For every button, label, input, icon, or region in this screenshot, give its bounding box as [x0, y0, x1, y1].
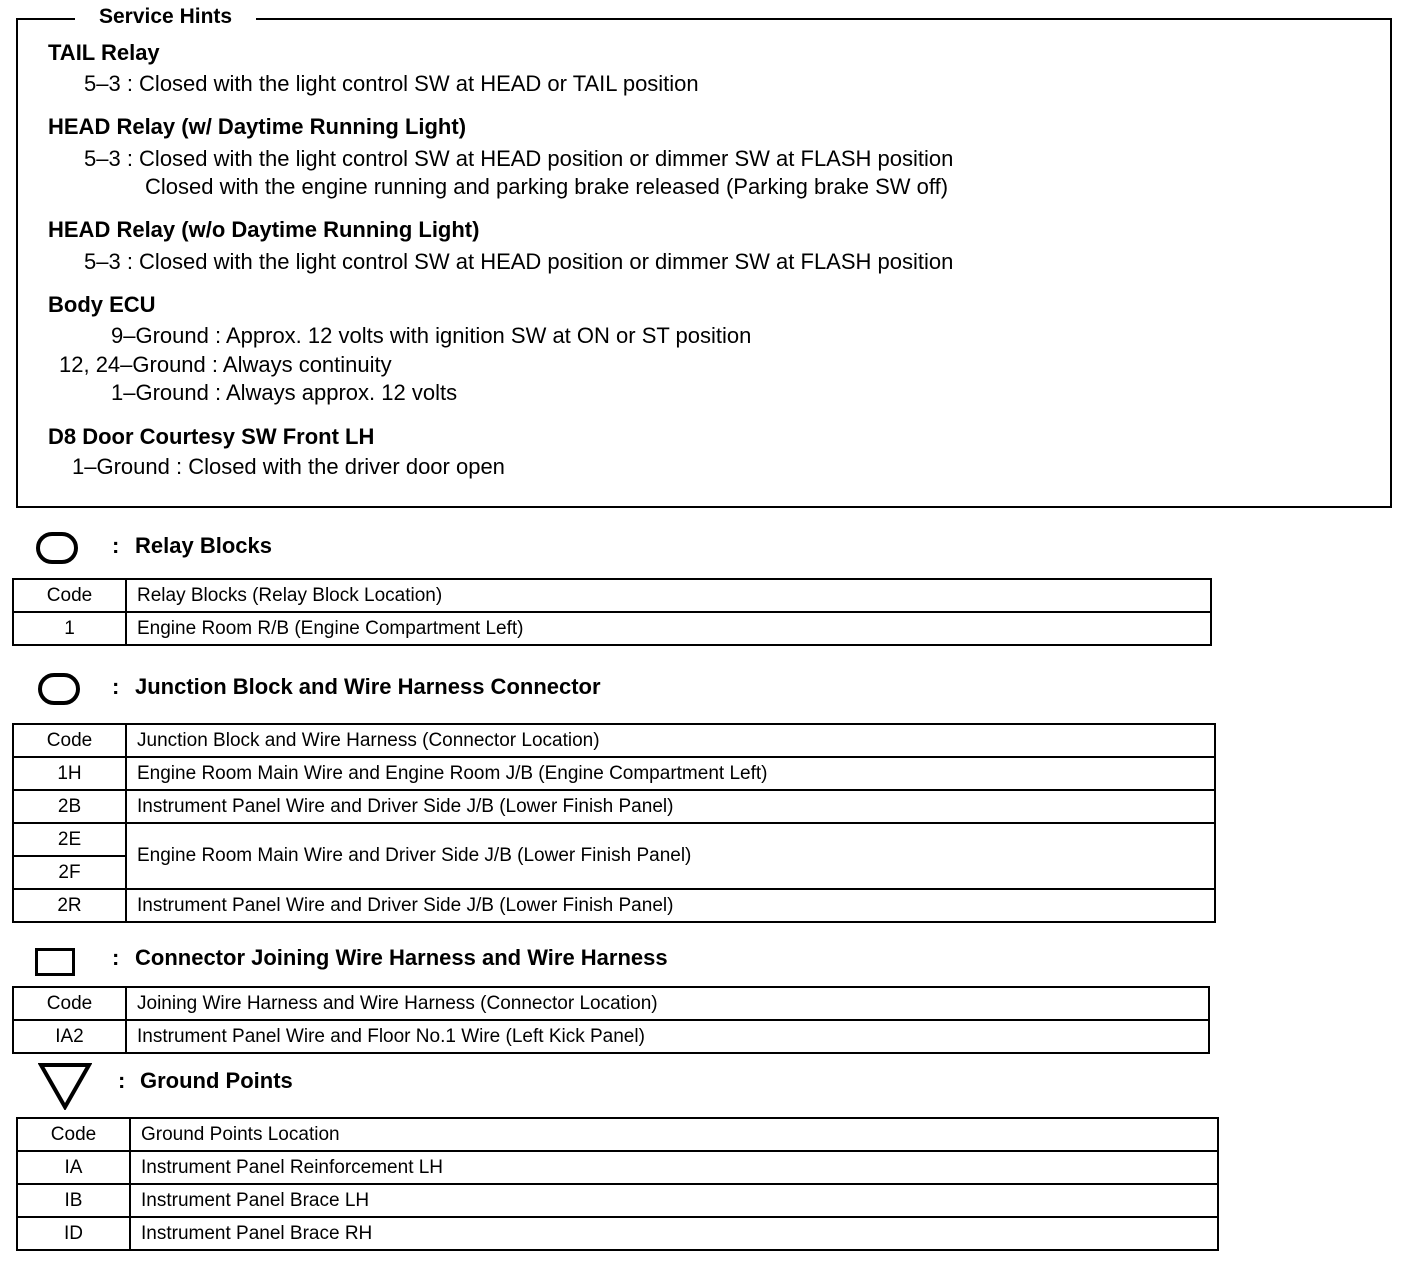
- triangle-down-icon: [38, 1062, 92, 1110]
- location-cell: Engine Room R/B (Engine Compartment Left): [126, 612, 1211, 645]
- relay-blocks-colon: :: [112, 533, 120, 558]
- rounded-rectangle-icon: [36, 532, 78, 564]
- location-cell: Instrument Panel Reinforcement LH: [130, 1151, 1218, 1184]
- location-header: Relay Blocks (Relay Block Location): [126, 579, 1211, 612]
- code-cell: 2F: [13, 856, 126, 889]
- location-header: Joining Wire Harness and Wire Harness (Connector Location): [126, 987, 1209, 1020]
- table-row: [13, 612, 1211, 645]
- code-header: Code: [13, 987, 126, 1020]
- table-row: [17, 1151, 1218, 1184]
- ground-points-heading: Ground Points: [140, 1068, 293, 1093]
- table-row: [17, 1184, 1218, 1217]
- location-cell: Instrument Panel Wire and Floor No.1 Wire (Left Kick Panel): [126, 1020, 1209, 1053]
- code-cell: 2E: [13, 823, 126, 856]
- body-ecu-hint-3: 1–Ground : Always approx. 12 volts: [111, 380, 458, 405]
- location-cell: Instrument Panel Wire and Driver Side J/B (Lower Finish Panel): [126, 790, 1215, 823]
- square-icon: [35, 948, 75, 976]
- code-header: Code: [13, 724, 126, 757]
- body-ecu-hint-1: 9–Ground : Approx. 12 volts with ignition SW at ON or ST position: [111, 323, 752, 348]
- junction-blocks-colon: :: [112, 674, 120, 699]
- body-ecu-title: Body ECU: [48, 292, 156, 317]
- connector-joining-table: [12, 986, 1210, 1054]
- table-row: [17, 1217, 1218, 1250]
- code-header: Code: [17, 1118, 130, 1151]
- location-cell: Instrument Panel Wire and Driver Side J/B (Lower Finish Panel): [126, 889, 1215, 922]
- connector-joining-colon: :: [112, 945, 120, 970]
- tail-relay-hint: 5–3 : Closed with the light control SW at HEAD or TAIL position: [84, 71, 699, 96]
- junction-blocks-table: [12, 723, 1216, 923]
- code-cell: 1H: [13, 757, 126, 790]
- ground-points-colon: :: [118, 1068, 126, 1093]
- body-ecu-hint-2: 12, 24–Ground : Always continuity: [59, 352, 392, 377]
- table-row: [13, 889, 1215, 922]
- location-cell: Instrument Panel Brace RH: [130, 1217, 1218, 1250]
- table-header-row: [13, 579, 1211, 612]
- code-cell: 2R: [13, 889, 126, 922]
- code-cell: IA2: [13, 1020, 126, 1053]
- ground-points-table: [16, 1117, 1219, 1251]
- code-cell: 2B: [13, 790, 126, 823]
- table-header-row: [13, 987, 1209, 1020]
- tail-relay-title: TAIL Relay: [48, 40, 160, 65]
- junction-blocks-heading: Junction Block and Wire Harness Connector: [135, 674, 601, 699]
- head-relay-wo-hint: 5–3 : Closed with the light control SW at HEAD position or dimmer SW at FLASH position: [84, 249, 954, 274]
- code-header: Code: [13, 579, 126, 612]
- connector-joining-heading: Connector Joining Wire Harness and Wire Harness: [135, 945, 668, 970]
- table-row: [13, 757, 1215, 790]
- head-relay-w-hint-1: 5–3 : Closed with the light control SW at HEAD position or dimmer SW at FLASH position: [84, 146, 954, 171]
- location-header: Ground Points Location: [130, 1118, 1218, 1151]
- rounded-rectangle-icon: [38, 673, 80, 705]
- code-cell: IB: [17, 1184, 130, 1217]
- table-header-row: [13, 724, 1215, 757]
- code-cell: 1: [13, 612, 126, 645]
- door-courtesy-hint: 1–Ground : Closed with the driver door open: [72, 454, 505, 479]
- head-relay-w-hint-2: Closed with the engine running and parking brake released (Parking brake SW off): [145, 174, 949, 199]
- table-row: [13, 823, 1215, 856]
- code-cell: ID: [17, 1217, 130, 1250]
- location-cell: Instrument Panel Brace LH: [130, 1184, 1218, 1217]
- table-header-row: [17, 1118, 1218, 1151]
- head-relay-wo-title: HEAD Relay (w/o Daytime Running Light): [48, 217, 480, 242]
- relay-blocks-heading: Relay Blocks: [135, 533, 272, 558]
- table-row: [13, 790, 1215, 823]
- code-cell: IA: [17, 1151, 130, 1184]
- head-relay-w-title: HEAD Relay (w/ Daytime Running Light): [48, 114, 467, 139]
- location-cell: Engine Room Main Wire and Driver Side J/B (Lower Finish Panel): [126, 823, 1215, 889]
- location-cell: Engine Room Main Wire and Engine Room J/B (Engine Compartment Left): [126, 757, 1215, 790]
- table-row: [13, 1020, 1209, 1053]
- service-hints-legend: Service Hints: [75, 4, 256, 30]
- relay-blocks-table: [12, 578, 1212, 646]
- door-courtesy-title: D8 Door Courtesy SW Front LH: [48, 424, 375, 449]
- location-header: Junction Block and Wire Harness (Connector Location): [126, 724, 1215, 757]
